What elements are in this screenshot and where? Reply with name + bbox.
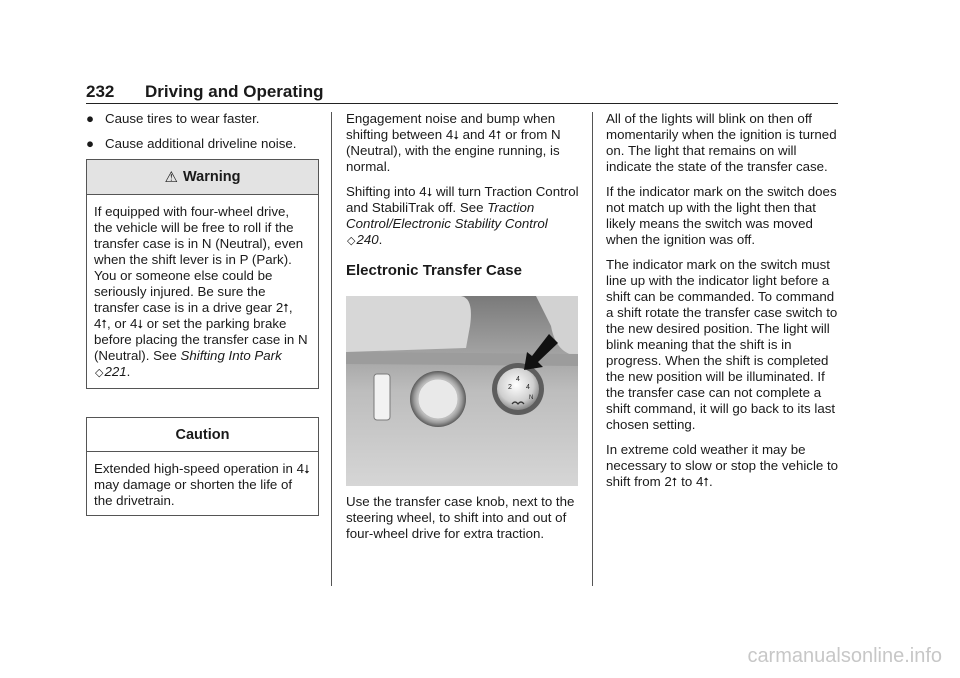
paragraph: Engagement noise and bump when shifting between 4⭣ and 4⭡ or from N (Neutral), with the engine running, is normal.	[346, 111, 561, 174]
paragraph: In extreme cold weather it may be necessary to slow or stop the vehicle to shift from 2⭡ to 4⭡.	[606, 442, 839, 489]
reference-icon: ◇	[95, 367, 104, 379]
caution-title: Caution	[175, 426, 230, 443]
mode-4lo: 4⭣	[419, 184, 433, 199]
mode-4hi: 4⭡	[488, 127, 502, 142]
caution-header	[87, 418, 318, 452]
left-dial-center	[418, 379, 458, 419]
header-rule	[86, 103, 838, 104]
mode-2hi: 2⭡	[275, 300, 289, 315]
caution-text: Extended high-speed operation in 4⭣ may damage or shorten the life of the drivetrain.	[94, 461, 310, 508]
warning-title: Warning	[182, 169, 241, 185]
arrow-up-icon: ⭡	[703, 475, 709, 489]
bullet-dot: ●	[86, 111, 95, 126]
column-divider-1	[331, 112, 332, 586]
arrow-up-icon: ⭡	[283, 301, 289, 315]
column-1	[86, 111, 318, 161]
paragraph: The indicator mark on the switch must line up with the indicator light before a shift can be commanded. To command a shift rotate the transfer case switch to the new desired position. The light will blink meaning that the shift is in progress. When the shift is completed the new position will be illuminated. If the transfer case can not complete a shift command, it will go back to its last chosen setting.	[606, 257, 838, 432]
caution-box	[86, 417, 319, 516]
arrow-down-icon: ⭣	[453, 128, 459, 142]
paragraph: Use the transfer case knob, next to the steering wheel, to shift into and out of four-wheel drive for extra traction.	[346, 494, 575, 541]
arrow-down-icon: ⭣	[137, 317, 144, 331]
section-title: Driving and Operating	[145, 82, 324, 101]
knob-label-4a: 4	[516, 376, 520, 383]
transfer-case-knob-photo	[346, 296, 578, 486]
mode-4hi: 4⭡	[695, 474, 709, 489]
paragraph: If the indicator mark on the switch does not match up with the light then that likely means the switch was moved when the ignition was off.	[606, 184, 837, 247]
knob-label-n: N	[529, 395, 534, 401]
warning-body	[87, 195, 318, 387]
bullet-item	[86, 111, 318, 127]
warning-text: If equipped with four-wheel drive, the vehicle will be free to roll if the transfer case is in N (Neutral), even when the shift lever is in P (Park). You or someone else could be seriously injured. Be sure the transfer case is in a drive gear 2⭡, 4⭡, or 4⭣ or set the parking brake before placing the transfer case in N (Neutral). See Shifting Into Park ◇221.	[94, 204, 308, 379]
mode-2hi: 2⭡	[664, 474, 678, 489]
cross-reference-link[interactable]: Shifting Into Park ◇221	[95, 348, 282, 379]
column-2	[346, 111, 580, 258]
warning-triangle-icon: ⚠	[164, 169, 178, 186]
caution-body	[87, 452, 318, 515]
reference-icon: ◇	[347, 235, 356, 247]
paragraph: All of the lights will blink on then off momentarily when the ignition is turned on. The light that remains on will indicate the state of the transfer case.	[606, 111, 837, 174]
mode-4hi: 4⭡	[94, 316, 108, 331]
panel-upper-left	[346, 296, 471, 352]
mode-4lo: 4⭣	[296, 461, 310, 476]
page-header	[86, 82, 838, 104]
bullet-text: Cause tires to wear faster.	[105, 111, 260, 126]
watermark-link[interactable]: carmanualsonline.info	[747, 645, 942, 667]
arrow-down-icon: ⭣	[303, 462, 310, 476]
bullet-text: Cause additional driveline noise.	[105, 136, 297, 151]
mode-4lo: 4⭣	[445, 127, 459, 142]
arrow-up-icon: ⭡	[671, 475, 678, 489]
column-3	[606, 111, 842, 499]
side-switch	[374, 374, 390, 420]
bullet-item	[86, 136, 318, 152]
paragraph: Shifting into 4⭣ will turn Traction Control and StabiliTrak off. See Traction Control/Electronic Stability Control ◇240.	[346, 184, 579, 247]
bullet-dot: ●	[86, 136, 95, 151]
cross-reference-link[interactable]: Traction Control/Electronic Stability Control ◇240	[346, 200, 548, 247]
knob-label-2: 2	[508, 384, 512, 391]
mode-4lo: 4⭣	[129, 316, 144, 331]
arrow-up-icon: ⭡	[101, 317, 108, 331]
page-number: 232	[86, 82, 115, 101]
arrow-down-icon: ⭣	[426, 185, 433, 199]
section-subheading: Electronic Transfer Case	[346, 262, 522, 279]
knob-label-4b: 4	[526, 384, 530, 391]
warning-header	[87, 160, 318, 195]
figure-caption	[346, 494, 580, 551]
column-divider-2	[592, 112, 593, 586]
warning-box	[86, 159, 319, 389]
arrow-up-icon: ⭡	[495, 128, 502, 142]
